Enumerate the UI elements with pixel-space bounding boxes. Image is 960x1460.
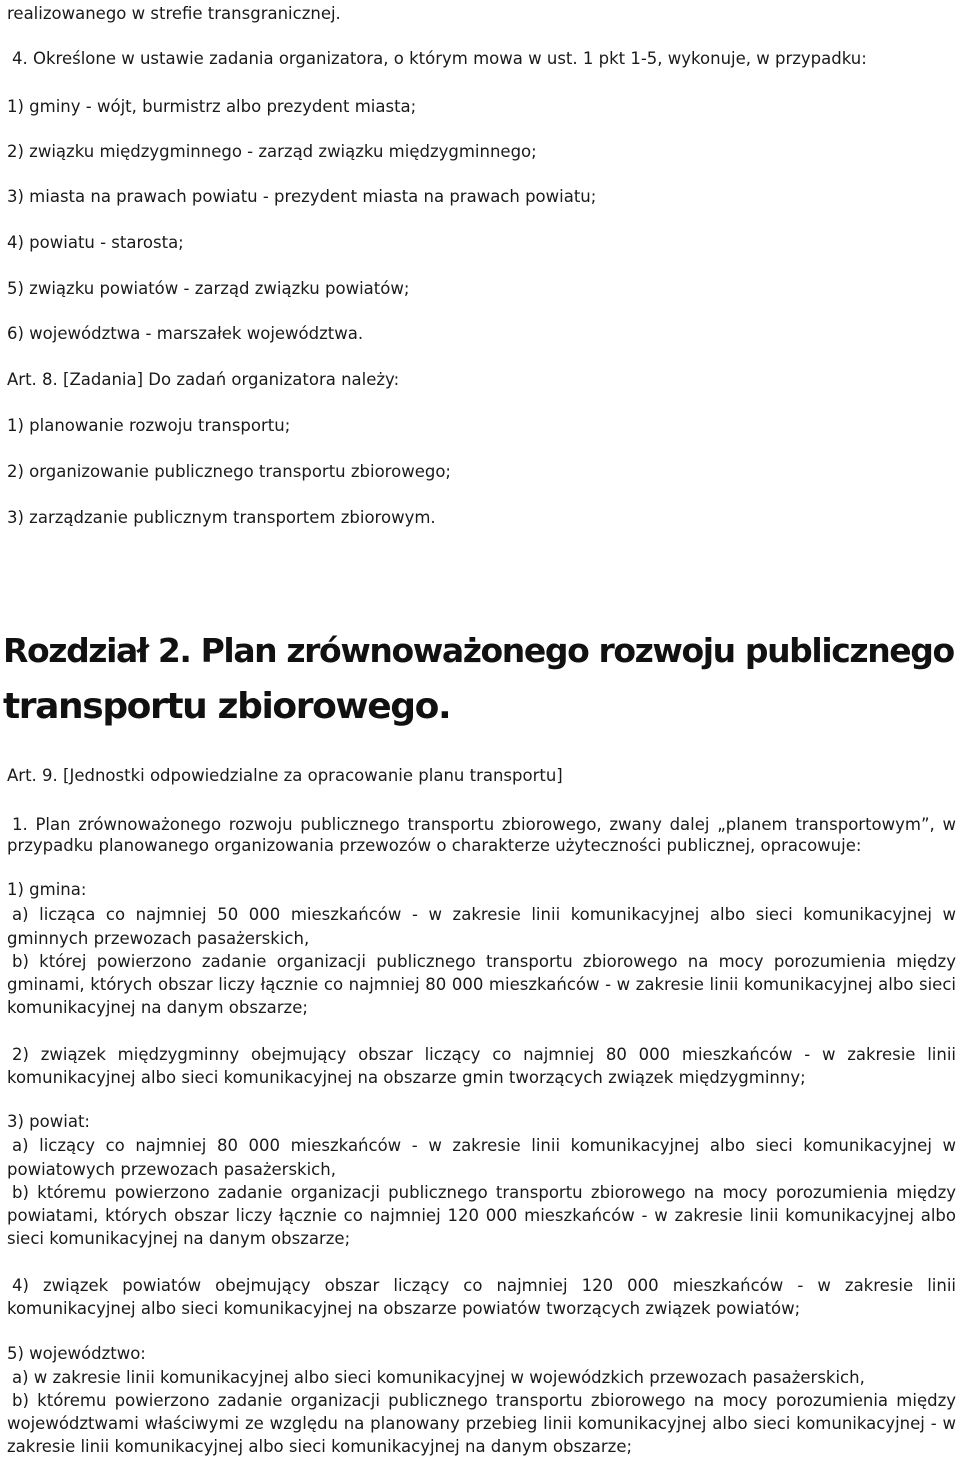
sub-item-line: sieci komunikacyjnej na danym obszarze; — [7, 1229, 351, 1248]
sub-item-line: b) któremu powierzono zadanie organizacji publicznego transportu zbiorowego na mocy porozumienia między — [12, 1391, 956, 1410]
list-item: 2) organizowanie publicznego transportu zbiorowego; — [7, 462, 451, 481]
sub-item-line: gminnych przewozach pasażerskich, — [7, 929, 310, 948]
list-item: 2) związku międzygminnego - zarząd związku międzygminnego; — [7, 142, 537, 161]
list-item-wojewodztwo: 5) województwo: — [7, 1344, 146, 1363]
article-8-title: Art. 8. [Zadania] Do zadań organizatora należy: — [7, 370, 400, 389]
list-item: 6) województwa - marszałek województwa. — [7, 324, 364, 343]
list-item-gmina: 1) gmina: — [7, 880, 87, 899]
chapter-heading-line-1: Rozdział 2. Plan zrównoważonego rozwoju publicznego — [3, 631, 954, 670]
sub-item-line: a) w zakresie linii komunikacyjnej albo sieci komunikacyjnej w wojewódzkich przewozach pasażerskich, — [12, 1368, 865, 1387]
sub-item-line: powiatowych przewozach pasażerskich, — [7, 1160, 336, 1179]
list-item-powiat: 3) powiat: — [7, 1112, 90, 1131]
chapter-heading-line-2: transportu zbiorowego. — [3, 686, 451, 727]
sub-item-line: b) której powierzono zadanie organizacji publicznego transportu zbiorowego na mocy porozumienia między — [12, 952, 956, 971]
list-item: 3) miasta na prawach powiatu - prezydent miasta na prawach powiatu; — [7, 187, 597, 206]
paragraph-4: 4. Określone w ustawie zadania organizatora, o którym mowa w ust. 1 pkt 1-5, wykonuje, w przypadku: — [12, 49, 867, 68]
sub-item-line: zakresie linii komunikacyjnej albo sieci komunikacyjnej na danym obszarze; — [7, 1437, 633, 1456]
list-item-line: 4) związek powiatów obejmujący obszar liczący co najmniej 120 000 mieszkańców - w zakresie linii — [12, 1276, 956, 1295]
list-item: 3) zarządzanie publicznym transportem zbiorowym. — [7, 508, 436, 527]
sub-item-line: gminami, których obszar liczy łącznie co najmniej 80 000 mieszkańców - w zakresie linii komunikacyjnej albo sieci — [7, 975, 956, 994]
list-item-line: 2) związek międzygminny obejmujący obszar liczący co najmniej 80 000 mieszkańców - w zakresie linii — [12, 1045, 956, 1064]
list-item: 5) związku powiatów - zarząd związku powiatów; — [7, 279, 410, 298]
sub-item-line: powiatami, których obszar liczy łącznie co najmniej 120 000 mieszkańców - w zakresie linii komunikacyjnej albo — [7, 1206, 956, 1225]
sub-item-line: a) liczący co najmniej 80 000 mieszkańców - w zakresie linii komunikacyjnej albo sieci komunikacyjnej w — [12, 1136, 956, 1155]
sub-item-line: b) któremu powierzono zadanie organizacji publicznego transportu zbiorowego na mocy porozumienia między — [12, 1183, 956, 1202]
list-item: 1) gminy - wójt, burmistrz albo prezydent miasta; — [7, 97, 417, 116]
sub-item-line: województwami właściwymi ze względu na planowany przebieg linii komunikacyjnej albo sieci komunikacyjnej - w — [7, 1414, 956, 1433]
paragraph-1-line: 1. Plan zrównoważonego rozwoju publicznego transportu zbiorowego, zwany dalej „planem transportowym”, w — [12, 815, 956, 834]
article-9-title: Art. 9. [Jednostki odpowiedzialne za opracowanie planu transportu] — [7, 766, 563, 785]
list-item: 4) powiatu - starosta; — [7, 233, 184, 252]
sub-item-line: a) licząca co najmniej 50 000 mieszkańców - w zakresie linii komunikacyjnej albo sieci komunikacyjnej w — [12, 905, 956, 924]
sub-item-line: komunikacyjnej na danym obszarze; — [7, 998, 308, 1017]
list-item-line: komunikacyjnej albo sieci komunikacyjnej na obszarze gmin tworzących związek międzygminny; — [7, 1068, 806, 1087]
list-item-line: komunikacyjnej albo sieci komunikacyjnej na obszarze powiatów tworzących związek powiatów; — [7, 1299, 801, 1318]
preceding-text-tail: realizowanego w strefie transgranicznej. — [7, 4, 341, 23]
paragraph-1-line: przypadku planowanego organizowania przewozów o charakterze użyteczności publicznej, opracowuje: — [7, 836, 862, 855]
list-item: 1) planowanie rozwoju transportu; — [7, 416, 291, 435]
